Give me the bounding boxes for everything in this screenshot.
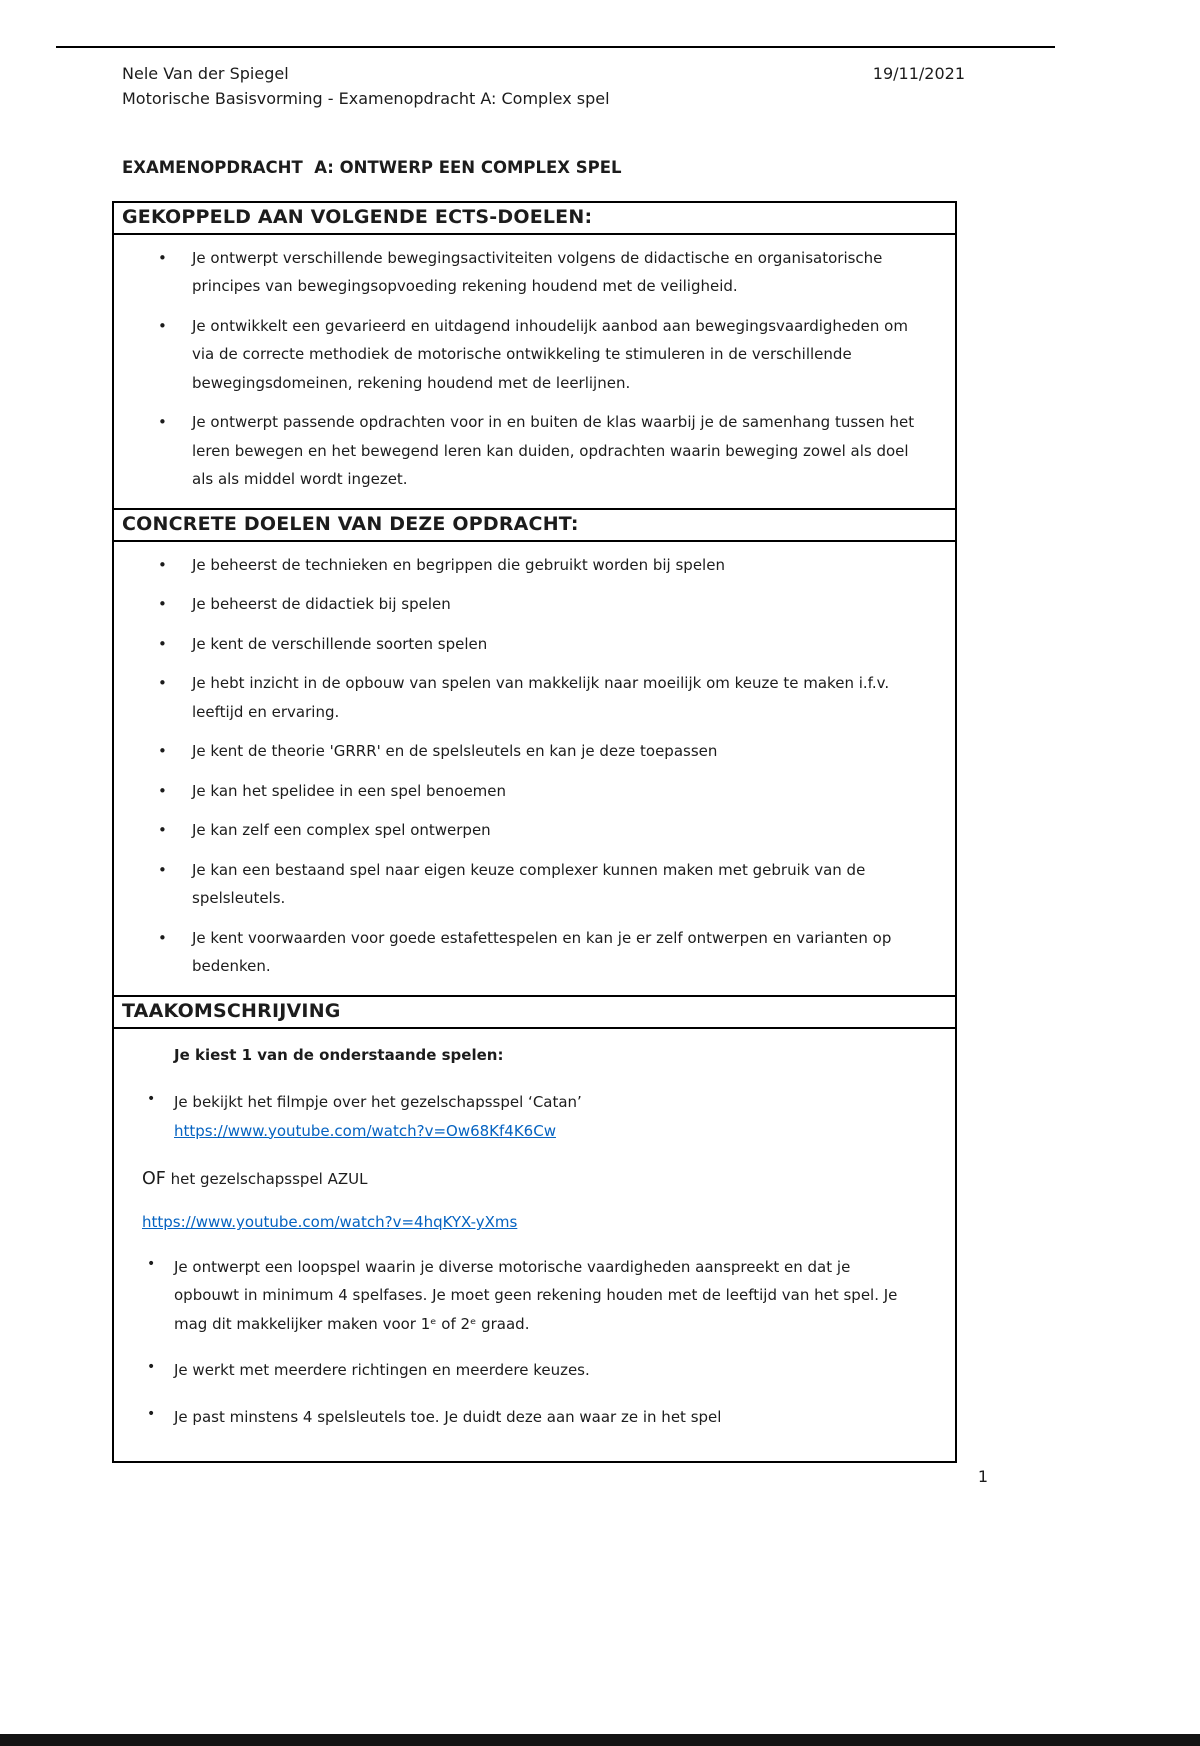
course-line: Motorische Basisvorming - Examenopdracht A: Complex spel [122,88,610,108]
of-line [142,1163,915,1196]
bullet-item: • Je ontwerpt verschillende bewegingsactiviteiten volgens de didactische en organisatorische principes van bewegingsopvoeding rekening houdend met de veiligheid. [192,244,915,301]
bullet-item: • Je kan het spelidee in een spel benoemen [192,777,915,806]
page-number: 1 [977,1467,988,1487]
youtube-link-azul[interactable]: https://www.youtube.com/watch?v=4hqKYX-yXms [142,1213,518,1232]
section-concrete [114,542,955,995]
section-task [114,1029,955,1462]
section-heading-concrete: CONCRETE DOELEN VAN DEZE OPDRACHT: [114,508,955,542]
header-divider [56,46,1055,48]
of-word: OF [142,1169,166,1190]
bullet-item: • Je kent de verschillende soorten spelen [192,630,915,659]
page-title: EXAMENOPDRACHT A: ONTWERP EEN COMPLEX SPEL [122,157,622,177]
bullet-item: • Je kan zelf een complex spel ontwerpen [192,816,915,845]
youtube-link-catan[interactable]: https://www.youtube.com/watch?v=Ow68Kf4K6Cw [174,1121,556,1140]
bullet-item: • Je ontwikkelt een gevarieerd en uitdagend inhoudelijk aanbod aan bewegingsvaardigheden om via de correcte methodiek de motorische ontwikkeling te stimuleren in de verschillende bewegingsdomeinen, rekening houdend met de leerlijnen. [192,312,915,398]
page-bottom-edge [0,1734,1200,1746]
document-header [122,62,965,112]
bullet-item: • Je beheerst de didactiek bij spelen [192,590,915,619]
section-heading-task: TAAKOMSCHRIJVING [114,995,955,1029]
header-left [122,62,610,112]
bullet-item: • Je werkt met meerdere richtingen en meerdere keuzes. [174,1356,915,1385]
bullet-item: • Je ontwerpt een loopspel waarin je diverse motorische vaardigheden aanspreekt en dat je opbouwt in minimum 4 spelfases. Je moet geen rekening houden met de leeftijd van het spel. Je mag dit makkelijker maken voor 1ᵉ of 2ᵉ graad. [174,1253,915,1339]
bullet-item: • Je past minstens 4 spelsleutels toe. Je duidt deze aan waar ze in het spel [174,1403,915,1432]
task-intro: Je kiest 1 van de onderstaande spelen: [174,1045,504,1064]
bullet-item: • Je kent de theorie 'GRRR' en de spelsleutels en kan je deze toepassen [192,737,915,766]
azul-link-line [142,1208,915,1237]
header-date: 19/11/2021 [872,64,965,83]
section-ects [114,235,955,508]
section-heading-ects: GEKOPPELD AAN VOLGENDE ECTS-DOELEN: [114,203,955,235]
bullet-item: • Je kent voorwaarden voor goede estafettespelen en kan je er zelf ontwerpen en varianten op bedenken. [192,924,915,981]
bullet-item [174,1088,915,1145]
bullet-item: • Je beheerst de technieken en begrippen die gebruikt worden bij spelen [192,551,915,580]
assignment-table [112,201,957,1464]
of-rest: het gezelschapsspel AZUL [165,1170,368,1189]
task-bullet-catan: Je bekijkt het filmpje over het gezelschapsspel ‘Catan’ [174,1093,582,1112]
bullet-item: • Je ontwerpt passende opdrachten voor in en buiten de klas waarbij je de samenhang tussen het leren bewegen en het bewegend leren kan duiden, opdrachten waarin beweging zowel als doel als als middel wordt ingezet. [192,408,915,494]
bullet-item: • Je kan een bestaand spel naar eigen keuze complexer kunnen maken met gebruik van de spelsleutels. [192,856,915,913]
bullet-item: • Je hebt inzicht in de opbouw van spelen van makkelijk naar moeilijk om keuze te maken i.f.v. leeftijd en ervaring. [192,669,915,726]
author-name: Nele Van der Spiegel [122,64,289,83]
